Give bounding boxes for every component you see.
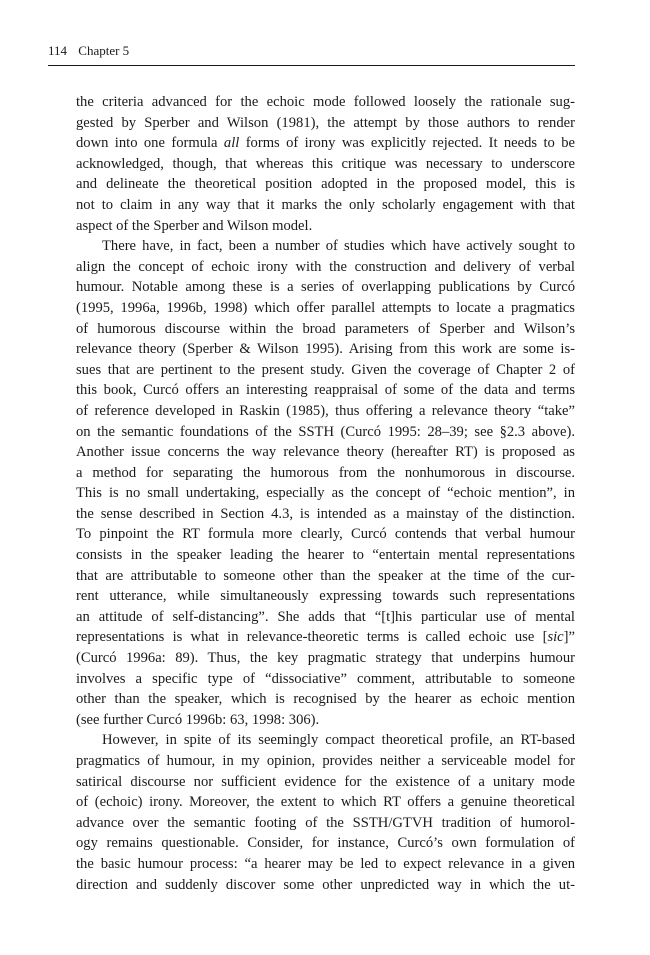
text-line: relevance theory (Sperber & Wilson 1995). Arising from this work are some is- [76,341,575,358]
text-line: the sense described in Section 4.3, is intended as a mainstay of the distinction. [76,505,575,522]
text-line: direction and suddenly discover some other unpredicted way in which the ut- [76,876,575,893]
running-header [48,43,575,65]
text-line: There have, in fact, been a number of studies which have actively sought to [102,238,575,255]
text-line: of (echoic) irony. Moreover, the extent to which RT offers a genuine theoretical [76,794,575,811]
chapter-title: Chapter 5 [78,43,130,58]
text-line: not to claim in any way that it marks the only scholarly engagement with that [76,196,575,213]
text-line: a method for separating the humorous from the nonhumorous in discourse. [76,464,575,481]
text-line: acknowledged, though, that whereas this critique was necessary to underscore [76,155,575,172]
text-line: align the concept of echoic irony with the construction and delivery of verbal [76,258,575,275]
page-number: 114 [48,43,68,58]
body-text [76,92,575,895]
text-line: (Curcó 1996a: 89). Thus, the key pragmatic strategy that underpins humour [76,650,575,667]
text-line: rent utterance, while simultaneously expressing towards such representations [76,588,575,605]
header-rule [48,65,575,66]
text-line: an attitude of self-distancing”. She adds that “[t]his particular use of mental [76,608,575,625]
text-line: down into one formula all forms of irony was explicitly rejected. It needs to be [76,135,575,152]
text-line: satirical discourse nor sufficient evidence for the existence of a unitary mode [76,773,575,790]
text-line: of humorous discourse within the broad parameters of Sperber and Wilson’s [76,320,575,337]
text-line: ogy remains questionable. Consider, for instance, Curcó’s own formulation of [76,835,575,852]
text-line: other than the speaker, which is recognised by the hearer as echoic mention [76,691,575,708]
text-line: Another issue concerns the way relevance theory (hereafter RT) is proposed as [76,444,575,461]
paragraph [76,730,575,895]
text-line: this book, Curcó offers an interesting reappraisal of some of the data and terms [76,382,575,399]
text-line: sues that are pertinent to the present study. Given the coverage of Chapter 2 of [76,361,575,378]
text-line: gested by Sperber and Wilson (1981), the attempt by those authors to render [76,114,575,131]
text-line: the basic humour process: “a hearer may be led to expect relevance in a given [76,855,575,872]
text-line: on the semantic foundations of the SSTH (Curcó 1995: 28–39; see §2.3 above). [76,423,575,440]
text-line: the criteria advanced for the echoic mode followed loosely the rationale sug- [76,94,575,110]
text-line: involves a specific type of “dissociative” comment, attributable to someone [76,670,575,687]
text-line: of reference developed in Raskin (1985), thus offering a relevance theory “take” [76,402,575,419]
text-line: humour. Notable among these is a series of overlapping publications by Curcó [76,279,575,296]
text-line: consists in the speaker leading the hearer to “entertain mental representations [76,547,575,564]
text-line: representations is what in relevance-theoretic terms is called echoic use [sic]” [76,629,575,646]
paragraph [76,92,575,236]
paragraph [76,236,575,730]
text-line: aspect of the Sperber and Wilson model. [76,217,313,234]
text-line: advance over the semantic footing of the SSTH/GTVH tradition of humorol- [76,814,575,831]
text-line: (1995, 1996a, 1996b, 1998) which offer parallel attempts to locate a pragmatics [76,299,575,316]
text-line: (see further Curcó 1996b: 63, 1998: 306). [76,711,320,728]
text-line: pragmatics of humour, in my opinion, provides neither a serviceable model for [76,753,575,769]
text-line: that are attributable to someone other than the speaker at the time of the cur- [76,567,575,584]
text-line: However, in spite of its seemingly compact theoretical profile, an RT-based [102,732,575,749]
text-line: and delineate the theoretical position adopted in the proposed model, this is [76,176,575,193]
text-line: To pinpoint the RT formula more clearly, Curcó contends that verbal humour [76,526,575,543]
text-line: This is no small undertaking, especially as the concept of “echoic mention”, in [76,485,575,502]
